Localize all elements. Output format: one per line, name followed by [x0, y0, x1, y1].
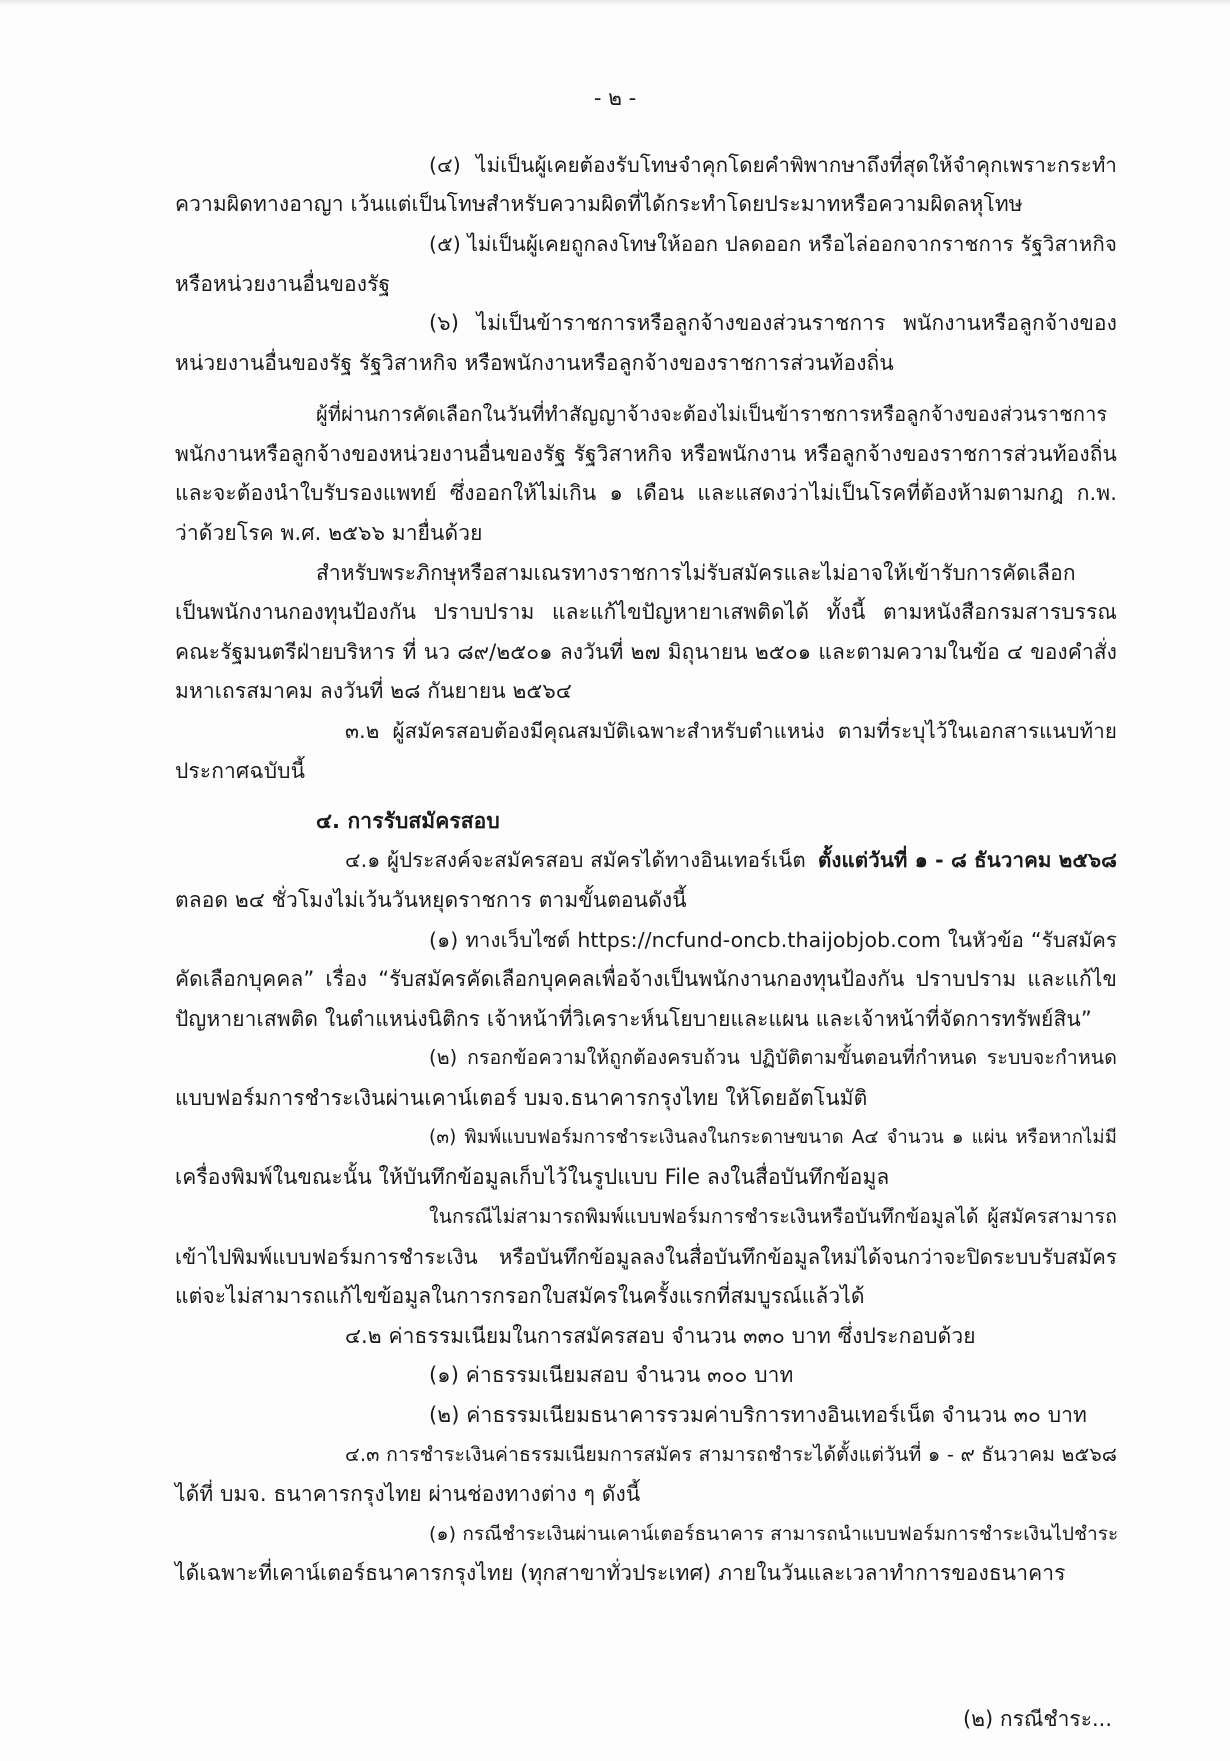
paragraph-line: มหาเถรสมาคม ลงวันที่ ๒๘ กันยายน ๒๕๖๔ [175, 679, 572, 703]
paragraph-line: (๒) ค่าธรรมเนียมธนาคารรวมค่าบริการทางอินเทอร์เน็ต จำนวน ๓๐ บาท [429, 1403, 1087, 1427]
paragraph-line: ปัญหายาเสพติด ในตำแหน่งนิติกร เจ้าหน้าที่วิเคราะห์นโยบายและแผน และเจ้าหน้าที่จัดการทรัพย์สิน” [175, 1007, 1092, 1031]
paragraph-line: ประกาศฉบับนี้ [175, 759, 306, 783]
paragraph-text: ๔.๑ ผู้ประสงค์จะสมัครสอบ สมัครได้ทางอินเทอร์เน็ต [345, 848, 806, 872]
application-dates: ตั้งแต่วันที่ ๑ - ๘ ธันวาคม ๒๕๖๘ [817, 848, 1117, 872]
paragraph-line: เครื่องพิมพ์ในขณะนั้น ให้บันทึกข้อมูลเก็บไว้ในรูปแบบ File ลงในสื่อบันทึกข้อมูล [175, 1165, 890, 1189]
paragraph-line: เข้าไปพิมพ์แบบฟอร์มการชำระเงิน หรือบันทึกข้อมูลลงในสื่อบันทึกข้อมูลใหม่ได้จนกว่าจะปิดระบบรับสมัคร [175, 1245, 1117, 1269]
paragraph-line: หรือหน่วยงานอื่นของรัฐ [175, 272, 391, 296]
page-number: - ๒ - [593, 86, 637, 110]
paragraph-line: (๑) กรณีชำระเงินผ่านเคาน์เตอร์ธนาคาร สามารถนำแบบฟอร์มการชำระเงินไปชำระ [429, 1523, 1119, 1545]
paragraph-line: แบบฟอร์มการชำระเงินผ่านเคาน์เตอร์ บมจ.ธนาคารกรุงไทย ให้โดยอัตโนมัติ [175, 1086, 868, 1110]
paragraph-line: ในกรณีไม่สามารถพิมพ์แบบฟอร์มการชำระเงินหรือบันทึกข้อมูลได้ ผู้สมัครสามารถ [429, 1205, 1117, 1228]
paragraph-line: และจะต้องนำใบรับรองแพทย์ ซึ่งออกให้ไม่เกิน ๑ เดือน และแสดงว่าไม่เป็นโรคที่ต้องห้ามตามกฎ ก.พ. [175, 481, 1117, 505]
paragraph-line: (๑) ทางเว็บไซต์ https://ncfund-oncb.thaijobjob.com ในหัวข้อ “รับสมัคร [429, 928, 1117, 952]
paragraph-line [345, 846, 1117, 874]
paragraph-line: ๔.๒ ค่าธรรมเนียมในการสมัครสอบ จำนวน ๓๓๐ บาท ซึ่งประกอบด้วย [345, 1324, 976, 1348]
paragraph-line: หน่วยงานอื่นของรัฐ รัฐวิสาหกิจ หรือพนักงานหรือลูกจ้างของราชการส่วนท้องถิ่น [175, 351, 894, 375]
paragraph-line: คัดเลือกบุคคล” เรื่อง “รับสมัครคัดเลือกบุคคลเพื่อจ้างเป็นพนักงานกองทุนป้องกัน ปราบปราม และแก้ไข [175, 967, 1117, 991]
paragraph-line: ผู้ที่ผ่านการคัดเลือกในวันที่ทำสัญญาจ้างจะต้องไม่เป็นข้าราชการหรือลูกจ้างของส่วนราชการ [316, 402, 1108, 426]
paragraph-line: ๓.๒ ผู้สมัครสอบต้องมีคุณสมบัติเฉพาะสำหรับตำแหน่ง ตามที่ระบุไว้ในเอกสารแนบท้าย [345, 719, 1117, 743]
paragraph-line: ได้ที่ บมจ. ธนาคารกรุงไทย ผ่านช่องทางต่าง ๆ ดังนี้ [175, 1482, 641, 1506]
paragraph-line: คณะรัฐมนตรีฝ่ายบริหาร ที่ นว ๘๙/๒๕๐๑ ลงวันที่ ๒๗ มิถุนายน ๒๕๐๑ และตามความในข้อ ๔ ของคำสั่ง [175, 640, 1117, 664]
paragraph-line: ความผิดทางอาญา เว้นแต่เป็นโทษสำหรับความผิดที่ได้กระทำโดยประมาทหรือความผิดลหุโทษ [175, 192, 1023, 216]
paragraph-line: (๖) ไม่เป็นข้าราชการหรือลูกจ้างของส่วนราชการ พนักงานหรือลูกจ้างของ [429, 311, 1117, 335]
paragraph-line: พนักงานหรือลูกจ้างของหน่วยงานอื่นของรัฐ รัฐวิสาหกิจ หรือพนักงาน หรือลูกจ้างของราชการส่วนท้องถิ่น [175, 442, 1117, 466]
paragraph-line: ๔.๓ การชำระเงินค่าธรรมเนียมการสมัคร สามารถชำระได้ตั้งแต่วันที่ ๑ - ๙ ธันวาคม ๒๕๖๘ [345, 1443, 1117, 1466]
paragraph-line: (๕) ไม่เป็นผู้เคยถูกลงโทษให้ออก ปลดออก หรือไล่ออกจากราชการ รัฐวิสาหกิจ [429, 232, 1117, 256]
section-heading: ๔. การรับสมัครสอบ [316, 809, 500, 833]
paragraph-line: (๑) ค่าธรรมเนียมสอบ จำนวน ๓๐๐ บาท [429, 1363, 794, 1387]
paragraph-line: (๒) กรอกข้อความให้ถูกต้องครบถ้วน ปฏิบัติตามขั้นตอนที่กำหนด ระบบจะกำหนด [429, 1046, 1117, 1069]
paragraph-line: ว่าด้วยโรค พ.ศ. ๒๕๖๖ มายื่นด้วย [175, 521, 483, 545]
paragraph-line: เป็นพนักงานกองทุนป้องกัน ปราบปราม และแก้ไขปัญหายาเสพติดได้ ทั้งนี้ ตามหนังสือกรมสารบรรณ [175, 600, 1117, 624]
paragraph-line: (๔) ไม่เป็นผู้เคยต้องรับโทษจำคุกโดยคำพิพากษาถึงที่สุดให้จำคุกเพราะกระทำ [429, 153, 1117, 177]
paragraph-line: สำหรับพระภิกษุหรือสามเณรทางราชการไม่รับสมัครและไม่อาจให้เข้ารับการคัดเลือก [316, 561, 1076, 585]
paragraph-line: ตลอด ๒๔ ชั่วโมงไม่เว้นวันหยุดราชการ ตามขั้นตอนดังนี้ [175, 888, 687, 912]
paragraph-line: (๓) พิมพ์แบบฟอร์มการชำระเงินลงในกระดาษขนาด A๔ จำนวน ๑ แผ่น หรือหากไม่มี [429, 1127, 1117, 1148]
paragraph-line: แต่จะไม่สามารถแก้ไขข้อมูลในการกรอกใบสมัครในครั้งแรกที่สมบูรณ์แล้วได้ [175, 1284, 865, 1308]
continuation-note: (๒) กรณีชำระ... [962, 1707, 1112, 1731]
paragraph-line: ได้เฉพาะที่เคาน์เตอร์ธนาคารกรุงไทย (ทุกสาขาทั่วประเทศ) ภายในวันและเวลาทำการของธนาคาร [175, 1561, 1066, 1585]
scan-edge [0, 0, 1230, 6]
